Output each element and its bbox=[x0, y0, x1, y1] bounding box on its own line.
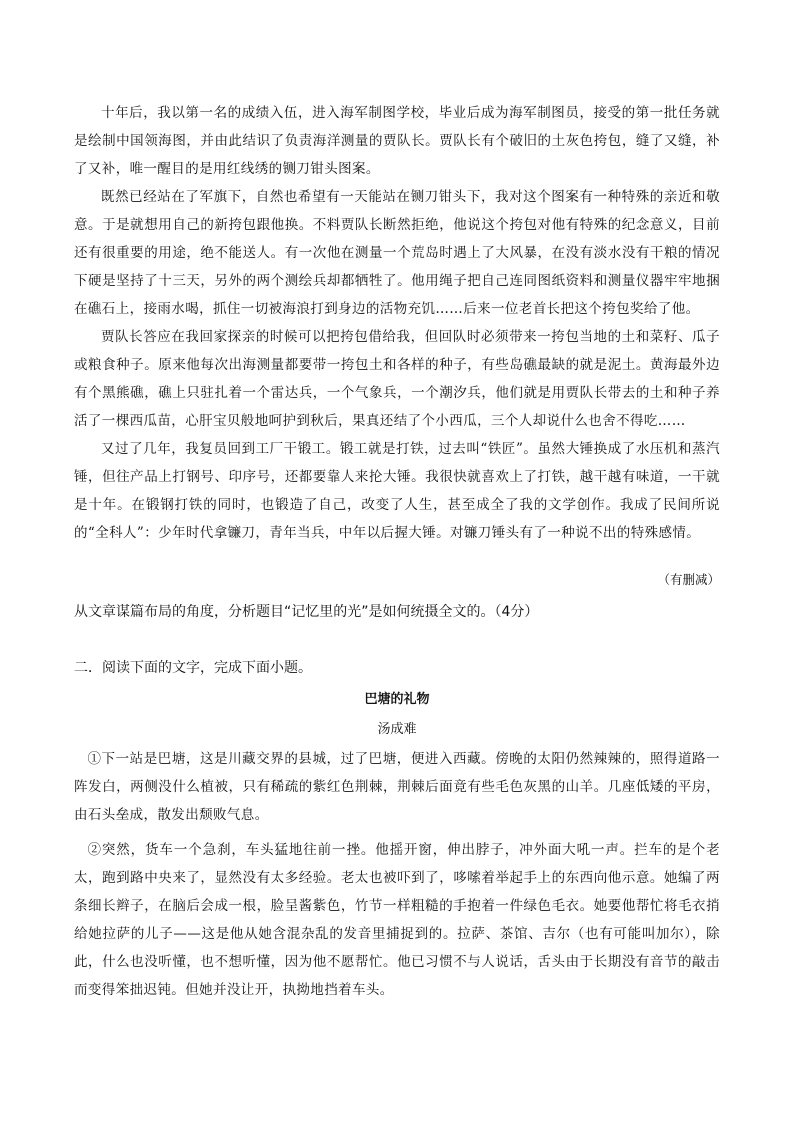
article-paragraph-2: ②突然，货车一个急刹，车头猛地往前一挫。他摇开窗，伸出脖子，冲外面大吼一声。拦车的是个老太，跑到路中央来了，显然没有太多经验。老太也被吓到了，哆嗦着举起手上的东西向他示意。她编了两条细长辫子，在脑后会成一根，脸呈酱紫色，竹节一样粗糙的手抱着一件绿色毛衣。她要他帮忙将毛衣捎给她拉萨的儿子——这是他从她含混杂乱的发音里捕捉到的。拉萨、茶馆、吉尔（也有可能叫加尔），除此，什么也没听懂，也不想听懂，因为他不愿帮忙。他已习惯不与人说话，舌头由于长期没有音节的敲击而变得笨拙迟钝。但她并没让开，执拗地挡着车头。 bbox=[74, 842, 720, 998]
question-text: 从文章谋篇布局的角度，分析题目“记忆里的光”是如何统摄全文的。（4分） bbox=[74, 604, 539, 620]
article-author: 汤成难 bbox=[377, 722, 417, 737]
passage-paragraph-2: 既然已经站在了军旗下，自然也希望有一天能站在铡刀钳头下，我对这个图案有一种特殊的亲近和敬意。于是就想用自己的新挎包跟他换。不料贾队长断然拒绝，他说这个挎包对他有特殊的纪念意义，目前还有很重要的用途，绝不能送人。有一次他在测量一个荒岛时遇上了大风暴，在没有淡水没有干粮的情况下硬是坚持了十三天，另外的两个测绘兵却都牺牲了。他用绳子把自己连同图纸资料和测量仪器牢牢地捆在礁石上，接雨水喝，抓住一切被海浪打到身边的活物充饥……后来一位老首长把这个挎包奖给了他。 bbox=[74, 189, 720, 317]
passage-text bbox=[74, 99, 720, 547]
passage-paragraph-4: 又过了几年，我复员回到工厂干锻工。锻工就是打铁，过去叫“铁匠”。虽然大锤换成了水压机和蒸汽锤，但往产品上打钢号、印序号，还都要靠人来抡大锤。我很快就喜欢上了打铁，越干越有味道，一干就是十年。在锻钢打铁的同时，也锻造了自己，改变了人生，甚至成全了我的文学创作。我成了民间所说的“全科人”：少年时代拿镰刀，青年当兵，中年以后握大锤。对镰刀锤头有了一种说不出的特殊感情。 bbox=[74, 441, 720, 541]
passage-paragraph-3: 贾队长答应在我回家探亲的时候可以把挎包借给我，但回队时必须带来一挎包当地的土和菜籽、瓜子或粮食种子。原来他每次出海测量都要带一挎包土和各样的种子，有些岛礁最缺的就是泥土。黄海最外边有个黑熊礁，礁上只驻扎着一个雷达兵，一个气象兵，一个潮汐兵，他们就是用贾队长带去的土和种子养活了一棵西瓜苗，心肝宝贝般地呵护到秋后，果真还结了个小西瓜，三个人却说什么也舍不得吃…… bbox=[74, 329, 720, 429]
source-note: （有删减） bbox=[657, 572, 720, 587]
section-heading: 二．阅读下面的文字，完成下面小题。 bbox=[74, 660, 312, 676]
article-paragraph-1: ①下一站是巴塘，这是川藏交界的县城，过了巴塘，便进入西藏。傍晚的太阳仍然辣辣的，照得道路一阵发白，两侧没什么植被，只有稀疏的紫红色荆棘，荆棘后面竟有些毛色灰黑的山羊。几座低矮的平房，由石头垒成，散发出颓败气息。 bbox=[74, 751, 720, 823]
passage-paragraph-1: 十年后，我以第一名的成绩入伍，进入海军制图学校，毕业后成为海军制图员，接受的第一批任务就是绘制中国领海图，并由此结识了负责海洋测量的贾队长。贾队长有个破旧的土灰色挎包，缝了又缝，补了又补，唯一醒目的是用红线绣的铡刀钳头图案。 bbox=[74, 105, 720, 177]
article-title: 巴塘的礼物 bbox=[364, 692, 430, 707]
article-body bbox=[74, 745, 720, 1011]
